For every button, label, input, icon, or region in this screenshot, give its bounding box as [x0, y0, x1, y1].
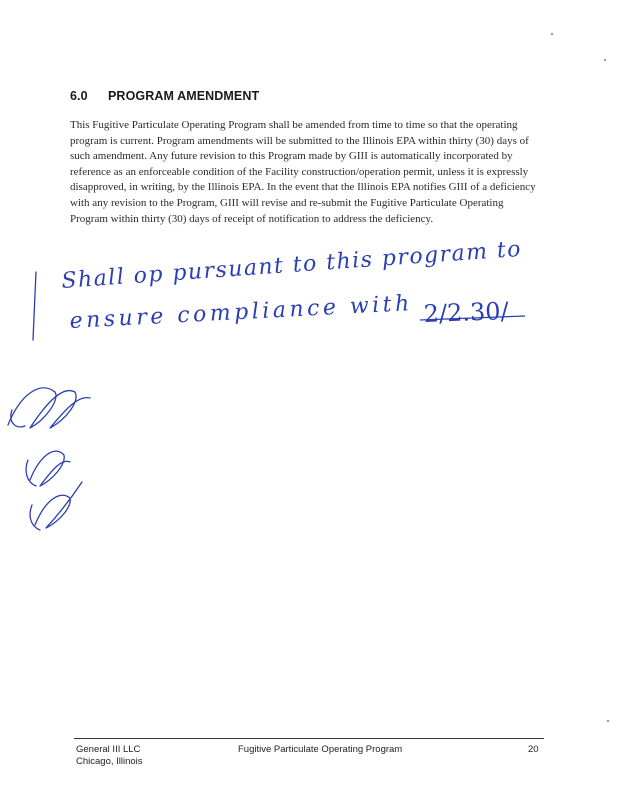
page-number: 20 — [528, 744, 539, 755]
scan-speck — [607, 720, 609, 722]
handwriting-line-2: ensure compliance with — [69, 291, 410, 334]
footer-program-title: Fugitive Particulate Operating Program — [238, 744, 403, 755]
footer-company-block — [76, 744, 143, 768]
section-title: PROGRAM AMENDMENT — [108, 89, 260, 103]
initials-scribble-3 — [30, 451, 70, 486]
footer-divider — [74, 738, 544, 739]
initials-scribble-1 — [8, 388, 90, 428]
footer-city: Chicago, Illinois — [76, 756, 143, 767]
handwriting-line-1: Shall op pursuant to this program to — [60, 236, 522, 294]
initials-scribble-5 — [26, 460, 36, 486]
section-number: 6.0 — [70, 89, 88, 103]
scan-speck — [551, 33, 553, 35]
footer-company: General III LLC — [76, 744, 141, 755]
margin-mark — [33, 272, 36, 340]
initials-scribble-4 — [35, 482, 82, 528]
amendment-paragraph: This Fugitive Particulate Operating Program shall be amended from time to time so that the operating program is current. Program amendments will be submitted to the Illinois EPA within thirty (30) days of such amendment. Any future revision to this Program made by GIII is automatically incorporated by reference as an enforceable condition of the Facility construction/operation permit, unless it is expressly disapproved, in writing, by the Illinois EPA. In the event that the Illinois EPA notifies GIII of a deficiency with any revision to the Program, GIII will revise and re-submit the Fugitive Particulate Operating Program within thirty (30) days of receipt of notification to address the deficiency. — [70, 119, 536, 225]
initials-scribble-2 — [11, 410, 25, 427]
scan-speck — [604, 59, 606, 61]
handwriting-date: 2/2.30/ — [423, 297, 510, 328]
